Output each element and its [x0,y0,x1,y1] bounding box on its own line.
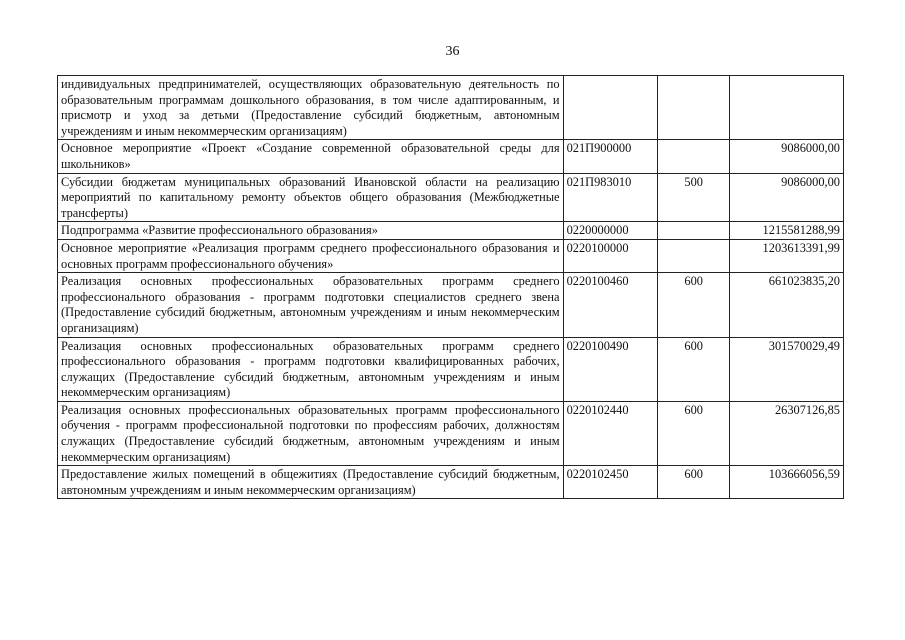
table-row [58,239,844,272]
row-expense-type: 600 [658,466,730,499]
row-expense-type [658,140,730,173]
row-expense-type [658,222,730,240]
row-amount: 1215581288,99 [730,222,844,240]
row-description: Предоставление жилых помещений в общежитиях (Предоставление субсидий бюджетным, автономным учреждениям и иным некоммерческим организациям) [58,466,564,499]
row-code: 0220100000 [563,239,657,272]
table-row [58,173,844,222]
row-description: Подпрограмма «Развитие профессионального образования» [58,222,564,240]
row-amount: 103666056,59 [730,466,844,499]
budget-table [57,75,844,499]
row-code: 0220100490 [563,337,657,401]
row-description: Субсидии бюджетам муниципальных образований Ивановской области на реализацию мероприятий по капитальному ремонту объектов общего образования (Межбюджетные трансферты) [58,173,564,222]
row-description: Основное мероприятие «Проект «Создание современной образовательной среды для школьников» [58,140,564,173]
row-expense-type [658,76,730,140]
row-description: индивидуальных предпринимателей, осуществляющих образовательную деятельность по образовательным программам дошкольного образования, в том числе адаптированным, и присмотр и уход за детьми (Предоставление субсидий бюджетным, автономным учреждениям и иным некоммерческим организациям) [58,76,564,140]
page-number: 36 [445,44,460,59]
row-description: Реализация основных профессиональных образовательных программ среднего профессионального образования - программ подготовки специалистов среднего звена (Предоставление субсидий бюджетным, автономным учреждениям и иным некоммерческим организациям) [58,273,564,337]
row-amount [730,76,844,140]
table-row [58,466,844,499]
row-amount: 9086000,00 [730,140,844,173]
table-row [58,76,844,140]
row-code: 0220102440 [563,401,657,465]
row-amount: 26307126,85 [730,401,844,465]
row-expense-type: 600 [658,273,730,337]
row-amount: 661023835,20 [730,273,844,337]
row-description: Реализация основных профессиональных образовательных программ профессионального обучения - программ профессиональной подготовки по профессиям рабочих, должностям служащих (Предоставление субсидий бюджетным, автономным учреждениям и иным некоммерческим организациям) [58,401,564,465]
row-amount: 1203613391,99 [730,239,844,272]
row-description: Основное мероприятие «Реализация программ среднего профессионального образования и основных программ профессионального обучения» [58,239,564,272]
row-expense-type: 600 [658,401,730,465]
row-code: 021П983010 [563,173,657,222]
table-row [58,273,844,337]
row-amount: 301570029,49 [730,337,844,401]
row-expense-type: 500 [658,173,730,222]
table-row [58,337,844,401]
row-expense-type [658,239,730,272]
table-row [58,222,844,240]
row-code: 0220000000 [563,222,657,240]
table-row [58,401,844,465]
row-amount: 9086000,00 [730,173,844,222]
row-code: 021П900000 [563,140,657,173]
row-description: Реализация основных профессиональных образовательных программ среднего профессионального образования - программ подготовки квалифицированных рабочих, служащих (Предоставление субсидий бюджетным, автономным учреждениям и иным некоммерческим организациям) [58,337,564,401]
row-expense-type: 600 [658,337,730,401]
table-row [58,140,844,173]
row-code: 0220100460 [563,273,657,337]
row-code: 0220102450 [563,466,657,499]
row-code [563,76,657,140]
